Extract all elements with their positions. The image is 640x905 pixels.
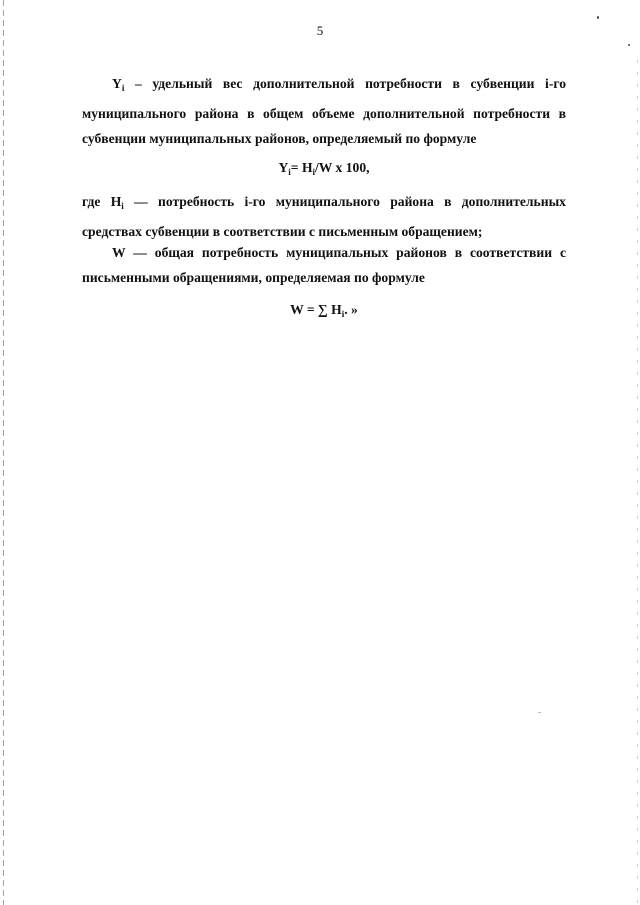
paragraph-definition-h xyxy=(82,189,566,244)
formula-w-main: W = ∑ H xyxy=(290,302,342,317)
text-block xyxy=(82,71,566,151)
text-block-h xyxy=(82,189,566,244)
formula-y-rest: /W x 100, xyxy=(315,160,370,175)
text-block-w xyxy=(82,240,566,290)
formula-y-eq: = H xyxy=(290,160,313,175)
formula-w-end: . » xyxy=(344,302,358,317)
scan-speck xyxy=(628,44,630,46)
definition-h-text: — потребность i-го муниципального района в дополнительных средствах субвенции в соответствии с письменным обращением; xyxy=(82,194,566,239)
scan-speck xyxy=(597,16,599,19)
definition-y-text: – удельный вес дополнительной потребности в субвенции i-го муниципального района в общем объеме дополнительной потребности в субвенции муниципальных районов, определяемый по формуле xyxy=(82,76,566,146)
formula-y-lhs: Y xyxy=(278,160,289,175)
formula-y-h-subscript: i xyxy=(312,167,316,177)
formula-y xyxy=(82,155,566,185)
symbol-y-subscript: i xyxy=(121,83,125,93)
formula-w-block xyxy=(82,297,566,327)
scan-edge-left xyxy=(3,0,4,905)
paragraph-definition-y xyxy=(82,71,566,151)
scan-speck xyxy=(538,712,541,713)
formula-y-block xyxy=(82,155,566,185)
formula-y-lhs-subscript: i xyxy=(288,167,291,177)
paragraph-definition-w: W — общая потребность муниципальных районов в соответствии с письменными обращениями, определяемая по формуле xyxy=(82,245,566,285)
page-number: 5 xyxy=(316,23,324,38)
scan-edge-right xyxy=(637,60,638,905)
definition-h-prefix: где H xyxy=(82,194,122,209)
formula-w xyxy=(82,297,566,327)
formula-w-subscript: i xyxy=(341,309,345,319)
symbol-y: Y xyxy=(112,76,122,91)
definition-h-subscript: i xyxy=(121,201,124,211)
